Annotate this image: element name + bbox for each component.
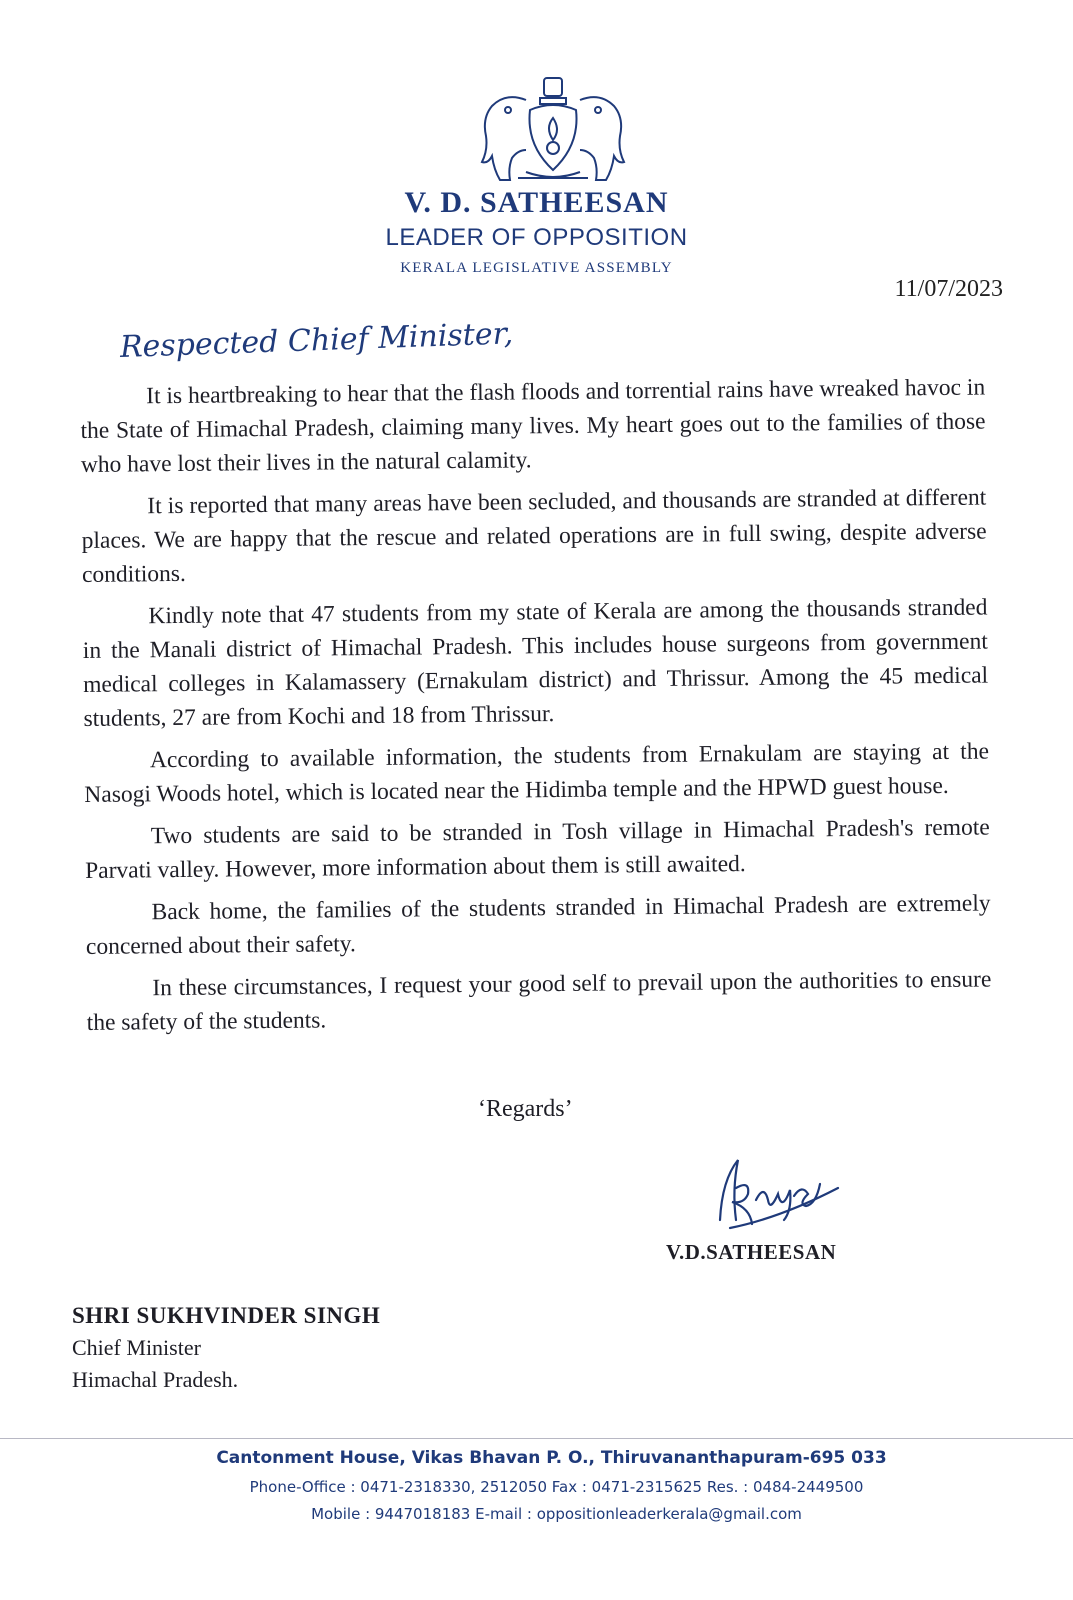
body-paragraph: Kindly note that 47 students from my state of Kerala are among the thousands stranded in the Manali district of Himachal Pradesh. This includes house surgeons from government medical colleges in Kalamassery (Ernakulam district) and Thrissur. Among the 45 medical students, 27 are from Kochi and 18 from Thrissur. [82,594,989,732]
footer-contact: Mobile : 9447018183 E-mail : oppositionleaderkerala@gmail.com [311,1505,802,1523]
closing: ‘Regards’ [478,1096,573,1122]
letterhead-title: LEADER OF OPPOSITION [385,224,688,251]
handwritten-signature [700,1150,850,1240]
kerala-emblem-icon [478,70,628,190]
footer-address: Cantonment House, Vikas Bhavan P. O., Thiruvananthapuram-695 033 [216,1448,887,1468]
body-paragraph: It is reported that many areas have been secluded, and thousands are stranded at different places. We are happy that the rescue and related operations are in full swing, despite adverse conditions. [81,484,987,588]
addressee-name: SHRI SUKHVINDER SINGH [72,1303,381,1328]
letterhead-assembly: KERALA LEGISLATIVE ASSEMBLY [400,260,673,276]
body-paragraph: Two students are said to be stranded in Tosh village in Himachal Pradesh's remote Parvati valley. However, more information about them is still awaited. [85,814,990,884]
footer-phones: Phone-Office : 0471-2318330, 2512050 Fax : 0471-2315625 Res. : 0484-2449500 [249,1478,864,1496]
body-paragraph: It is heartbreaking to hear that the flash floods and torrential rains have wreaked havoc in the State of Himachal Pradesh, claiming many lives. My heart goes out to the families of those who have lost their lives in the natural calamity. [80,374,986,478]
handwritten-salutation: Respected Chief Minister, [119,316,514,365]
body-paragraph: According to available information, the students from Ernakulam are staying at the Nasogi Woods hotel, which is located near the Hidimba temple and the HPWD guest house. [84,738,990,808]
body-paragraph: In these circumstances, I request your good self to prevail upon the authorities to ensure the safety of the students. [86,966,992,1036]
body-paragraph: Back home, the families of the students stranded in Himachal Pradesh are extremely concerned about their safety. [85,890,991,960]
addressee-block [72,1300,380,1396]
letter-date: 11/07/2023 [894,276,1003,302]
addressee-state: Himachal Pradesh. [72,1367,239,1392]
letter-body [80,371,992,1048]
footer-divider [0,1438,1073,1439]
addressee-designation: Chief Minister [72,1335,201,1360]
letterhead-name: V. D. SATHEESAN [404,186,669,219]
signatory-name: V.D.SATHEESAN [666,1240,837,1264]
